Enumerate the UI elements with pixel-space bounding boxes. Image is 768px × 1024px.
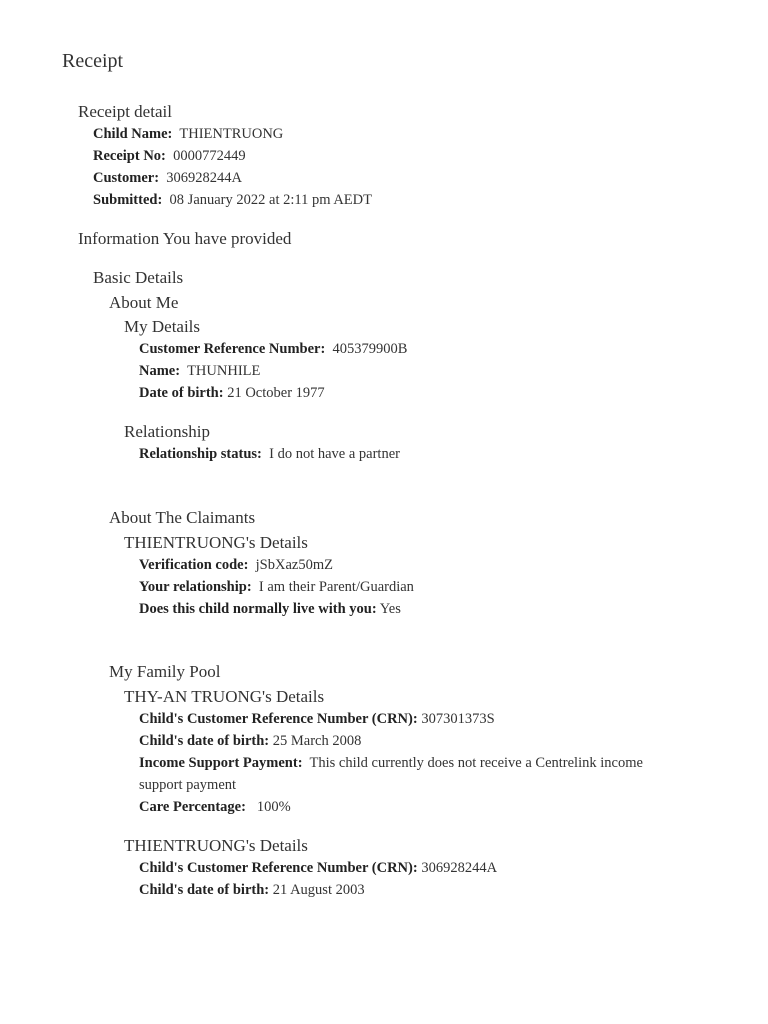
field-value: 21 August 2003 — [272, 882, 365, 898]
field-value: This child currently does not receive a Centrelink income support payment — [139, 755, 643, 793]
field-value: Yes — [379, 601, 401, 617]
field-value: 306928244A — [421, 860, 498, 876]
page-title: Receipt — [62, 50, 124, 72]
field-customer — [93, 171, 242, 186]
field-label: Care Percentage: — [139, 799, 246, 815]
field-value: 25 March 2008 — [272, 733, 362, 749]
field-label: Date of birth: — [139, 385, 224, 401]
field-value: 08 January 2022 at 2:11 pm AEDT — [169, 192, 372, 208]
field-label: Child's date of birth: — [139, 882, 270, 898]
field-label: Customer: — [93, 170, 160, 186]
field-child-name — [93, 127, 283, 142]
information-heading: Information You have provided — [78, 229, 292, 248]
field-label: Child's Customer Reference Number (CRN): — [139, 711, 418, 727]
field-value: 21 October 1977 — [227, 385, 325, 401]
about-claimants-heading: About The Claimants — [109, 508, 256, 527]
field-label: Relationship status: — [139, 446, 262, 462]
field-care-percentage — [139, 800, 291, 815]
field-value: I am their Parent/Guardian — [258, 579, 414, 595]
basic-details-heading: Basic Details — [93, 268, 184, 287]
my-details-heading: My Details — [124, 317, 201, 336]
claimant-details-heading: THIENTRUONG's Details — [124, 533, 308, 552]
child-details-heading: THIENTRUONG's Details — [124, 836, 308, 855]
field-child-crn — [139, 861, 497, 876]
field-label: Child's date of birth: — [139, 733, 270, 749]
field-label: Submitted: — [93, 192, 163, 208]
field-receipt-no — [93, 149, 246, 164]
field-child-lives-with-you — [139, 602, 401, 617]
field-value: THUNHILE — [187, 363, 261, 379]
field-relationship-status — [139, 447, 400, 462]
child-details-heading: THY-AN TRUONG's Details — [124, 687, 325, 706]
receipt-detail-heading: Receipt detail — [78, 102, 172, 121]
field-child-crn — [139, 712, 495, 727]
field-label: Verification code: — [139, 557, 249, 573]
field-date-of-birth — [139, 386, 325, 401]
field-name — [139, 364, 260, 379]
field-verification-code — [139, 558, 333, 573]
about-me-heading: About Me — [109, 293, 179, 312]
field-label: Name: — [139, 363, 181, 379]
field-label: Income Support Payment: — [139, 755, 303, 771]
relationship-heading: Relationship — [124, 422, 210, 441]
family-pool-heading: My Family Pool — [109, 662, 221, 681]
field-your-relationship — [139, 580, 414, 595]
field-value: THIENTRUONG — [179, 126, 284, 142]
field-value: jSbXaz50mZ — [255, 557, 333, 573]
field-value: 307301373S — [421, 711, 495, 727]
field-income-support-payment — [139, 752, 664, 796]
field-value: 405379900B — [332, 341, 408, 357]
field-label: Does this child normally live with you: — [139, 601, 377, 617]
field-label: Child Name: — [93, 126, 173, 142]
field-crn — [139, 342, 407, 357]
field-child-dob — [139, 734, 361, 749]
field-value: 0000772449 — [173, 148, 246, 164]
field-label: Customer Reference Number: — [139, 341, 326, 357]
field-value: 100% — [256, 799, 291, 815]
field-label: Child's Customer Reference Number (CRN): — [139, 860, 418, 876]
field-label: Receipt No: — [93, 148, 166, 164]
field-submitted — [93, 193, 372, 208]
field-child-dob — [139, 883, 365, 898]
field-value: I do not have a partner — [269, 446, 400, 462]
field-value: 306928244A — [166, 170, 243, 186]
field-label: Your relationship: — [139, 579, 252, 595]
